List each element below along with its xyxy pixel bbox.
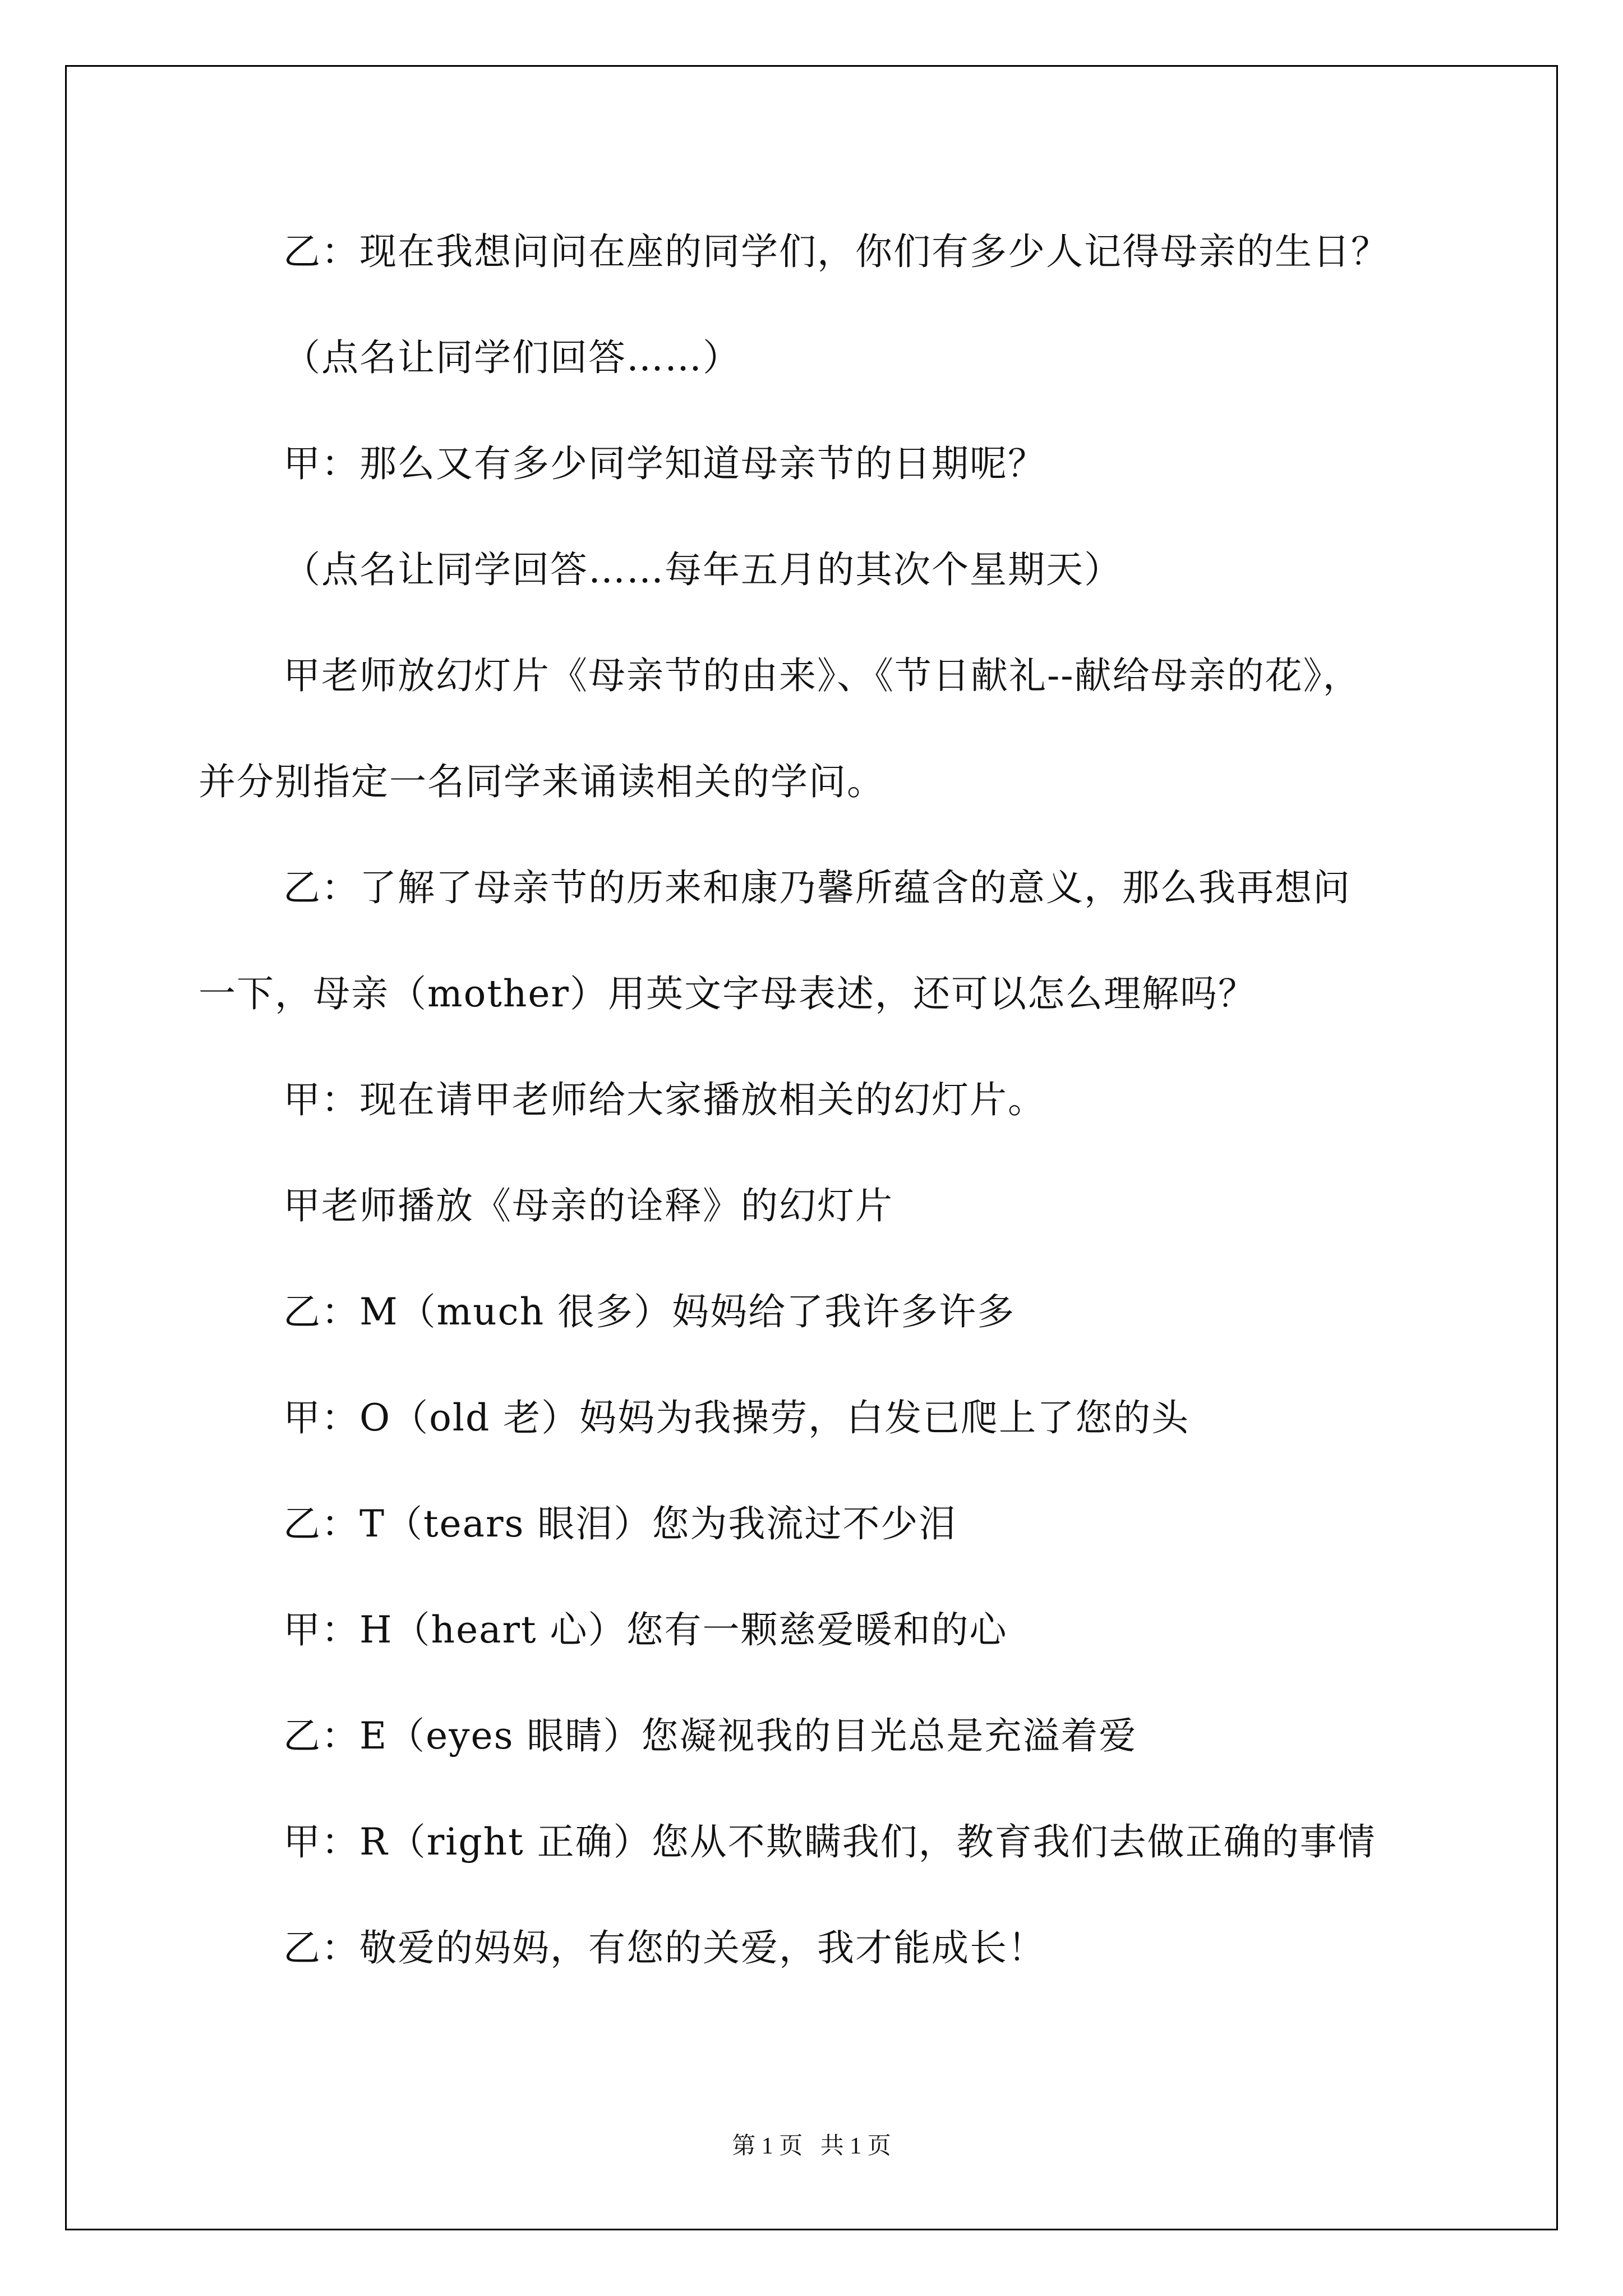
paragraph-line: 甲：O（old 老）妈妈为我操劳，白发已爬上了您的头 [283, 1396, 1190, 1439]
paragraph-line: 甲：H（heart 心）您有一颗慈爱暖和的心 [283, 1608, 1008, 1651]
paragraph-line: （点名让同学回答……每年五月的其次个星期天） [283, 548, 1122, 591]
paragraph-line: 乙：敬爱的妈妈，有您的关爱，我才能成长！ [283, 1926, 1046, 1970]
paragraph-line: （点名让同学们回答……） [283, 336, 741, 379]
paragraph-line: 乙：E（eyes 眼睛）您凝视我的目光总是充溢着爱 [283, 1714, 1137, 1757]
paragraph-line: 乙：M（much 很多）妈妈给了我许多许多 [283, 1290, 1016, 1333]
paragraph-line: 甲：现在请甲老师给大家播放相关的幻灯片。 [283, 1078, 1046, 1121]
page-border [65, 65, 1558, 2230]
paragraph-line: 乙：了解了母亲节的历来和康乃馨所蕴含的意义，那么我再想问 [283, 866, 1351, 909]
paragraph-line: 甲：那么又有多少同学知道母亲节的日期呢？ [283, 442, 1046, 485]
paragraph-line: 并分别指定一名同学来诵读相关的学问。 [199, 760, 885, 803]
paragraph-line: 甲老师放幻灯片《母亲节的由来》、《节日献礼--献给母亲的花》， [283, 654, 1361, 697]
paragraph-line: 一下，母亲（mother）用英文字母表述，还可以怎么理解吗？ [199, 972, 1256, 1015]
paragraph-line: 乙：现在我想问问在座的同学们，你们有多少人记得母亲的生日？ [283, 230, 1389, 273]
paragraph-line: 甲老师播放《母亲的诠释》的幻灯片 [283, 1184, 893, 1227]
paragraph-line: 乙：T（tears 眼泪）您为我流过不少泪 [283, 1502, 957, 1545]
paragraph-line: 甲：R（right 正确）您从不欺瞒我们，教育我们去做正确的事情 [283, 1820, 1376, 1864]
page-number-footer: 第 1 页 共 1 页 [732, 2133, 891, 2159]
